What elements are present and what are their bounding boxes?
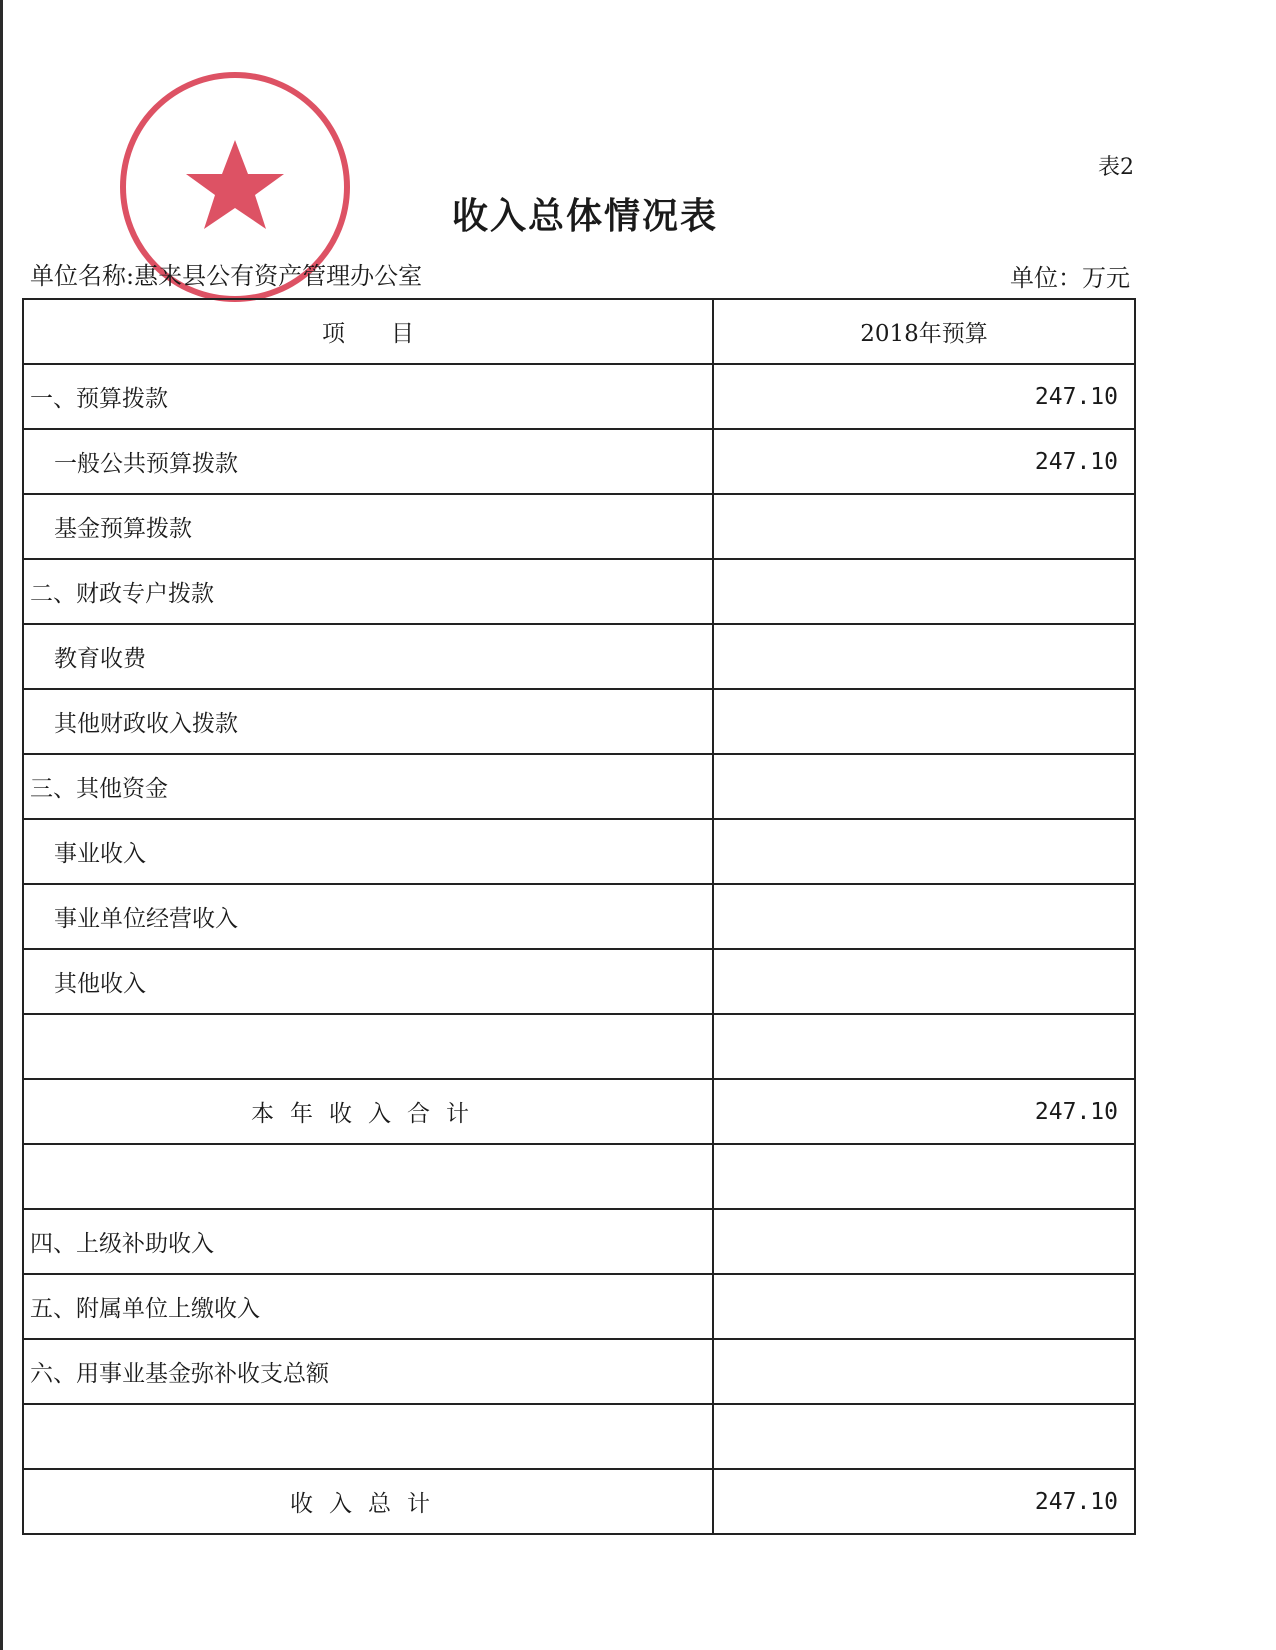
table-row: [23, 1339, 1135, 1404]
row-value: 247.10: [713, 364, 1135, 429]
header-budget: 2018年预算: [713, 299, 1135, 364]
row-value: 247.10: [713, 429, 1135, 494]
table-row: [23, 1209, 1135, 1274]
table-row-total: [23, 1469, 1135, 1534]
table-row: [23, 689, 1135, 754]
row-label: 五、附属单位上缴收入: [23, 1274, 713, 1339]
row-label: 基金预算拨款: [23, 494, 713, 559]
currency-unit: 单位：万元: [1010, 264, 1130, 292]
row-value: [713, 1209, 1135, 1274]
row-value: [713, 1274, 1135, 1339]
row-label: [23, 1144, 713, 1209]
table-row-subtotal: [23, 1079, 1135, 1144]
table-row: [23, 364, 1135, 429]
row-label: 教育收费: [23, 624, 713, 689]
table-header-row: [23, 299, 1135, 364]
table-row: [23, 1144, 1135, 1209]
row-label: 一般公共预算拨款: [23, 429, 713, 494]
row-value: [713, 1144, 1135, 1209]
row-value: [713, 819, 1135, 884]
header-item: 项 目: [23, 299, 713, 364]
table-row: [23, 494, 1135, 559]
table-row: [23, 884, 1135, 949]
row-label: 事业收入: [23, 819, 713, 884]
row-value: [713, 494, 1135, 559]
row-label: 六、用事业基金弥补收支总额: [23, 1339, 713, 1404]
row-label: 收入总计: [23, 1469, 713, 1534]
income-table: [22, 298, 1136, 1535]
table-row: [23, 559, 1135, 624]
row-value: [713, 689, 1135, 754]
row-value: [713, 949, 1135, 1014]
row-label: [23, 1014, 713, 1079]
row-value: [713, 884, 1135, 949]
row-label: 二、财政专户拨款: [23, 559, 713, 624]
row-label: 一、预算拨款: [23, 364, 713, 429]
table-row: [23, 1014, 1135, 1079]
unit-name: 单位名称:惠来县公有资产管理办公室: [30, 262, 423, 290]
table-number: 表2: [1098, 155, 1134, 180]
row-label: 本年收入合计: [23, 1079, 713, 1144]
row-label: 四、上级补助收入: [23, 1209, 713, 1274]
row-label: 事业单位经营收入: [23, 884, 713, 949]
row-value: [713, 624, 1135, 689]
row-value: [713, 1339, 1135, 1404]
row-label: 其他财政收入拨款: [23, 689, 713, 754]
table-row: [23, 1404, 1135, 1469]
table-row: [23, 624, 1135, 689]
page-title: 收入总体情况表: [451, 195, 718, 237]
row-value: 247.10: [713, 1079, 1135, 1144]
table-row: [23, 819, 1135, 884]
table-row: [23, 949, 1135, 1014]
row-label: 三、其他资金: [23, 754, 713, 819]
row-value: [713, 754, 1135, 819]
row-label: 其他收入: [23, 949, 713, 1014]
table-row: [23, 1274, 1135, 1339]
scan-edge: [0, 0, 3, 1650]
row-value: [713, 1014, 1135, 1079]
row-value: [713, 559, 1135, 624]
table-row: [23, 754, 1135, 819]
row-value: 247.10: [713, 1469, 1135, 1534]
table-row: [23, 429, 1135, 494]
row-value: [713, 1404, 1135, 1469]
row-label: [23, 1404, 713, 1469]
